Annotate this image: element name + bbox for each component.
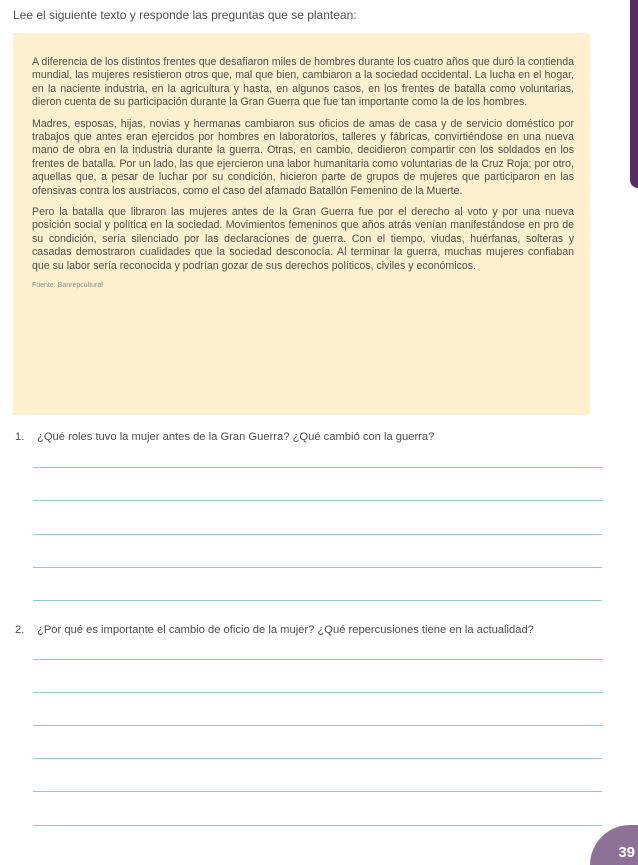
answer-line-1-4[interactable] [33,567,602,568]
page-number: 39 [618,844,635,861]
answer-line-2-3[interactable] [33,725,602,726]
answer-line-1-3[interactable] [33,534,602,535]
answer-line-1-1[interactable] [33,467,602,468]
answer-line-2-1[interactable] [33,659,602,660]
answer-line-1-2[interactable] [33,500,602,501]
answer-line-1-5[interactable] [33,600,602,601]
question-2-number: 2. [15,624,25,636]
answer-line-2-6[interactable] [33,825,602,826]
reading-passage [13,33,590,415]
reading-paragraph-1: A diferencia de los distintos frentes que desafiaron miles de hombres durante los cuatro años que duró la contienda mundial, las mujeres resistieron otros que, mal que bien, cambiaron a la sociedad occidental. La lucha en el hogar, en la naciente industria, en la agricultura y hasta, en algunos casos, en los frentes de batalla como voluntarias, dieron cuenta de su participación durante la Gran Guerra que fue tan importante como la de los hombres. [32,56,574,109]
reading-source: Fuente: Banrepcultural [32,282,103,290]
answer-line-2-4[interactable] [33,758,602,759]
chapter-side-tab [630,0,638,188]
reading-paragraph-2: Madres, esposas, hijas, novias y hermanas cambiaron sus oficios de amas de casa y de servicio doméstico por trabajos que antes eran ejercidos por hombres en laboratorios, talleres y fábricas, convirtiéndose en una nueva mano de obra en la industria durante la guerra. Otras, en cambio, decidieron compartir con los soldados en los frentes de batalla. Por un lado, las que ejercieron una labor humanitaria como voluntarias de la Cruz Roja; por otro, aquellas que, a pesar de luchar por su condición, hicieron parte de grupos de mujeres que participaron en las ofensivas contra los austriacos, como el caso del afamado Batallón Femenino de la Muerte. [32,117,574,197]
question-1 [15,430,434,444]
question-1-number: 1. [15,431,25,443]
question-1-text: ¿Qué roles tuvo la mujer antes de la Gran Guerra? ¿Qué cambió con la guerra? [37,431,435,443]
question-2-text: ¿Por qué es importante el cambio de oficio de la mujer? ¿Qué repercusiones tiene en la actualidad? [37,624,534,636]
answer-line-2-2[interactable] [33,692,602,693]
question-2 [15,623,534,637]
instruction-text: Lee el siguiente texto y responde las preguntas que se plantean: [13,8,357,22]
reading-paragraph-3: Pero la batalla que libraron las mujeres antes de la Gran Guerra fue por el derecho al voto y por una nueva posición social y política en la sociedad. Movimientos femeninos que años atrás venían manifestándose en pro de su condición, sería silenciado por las declaraciones de guerra. Con el tiempo, viudas, huérfanas, solteras y casadas demostraron cualidades que la sociedad desconocía. Al terminar la guerra, muchas mujeres confiaban que su labor sería reconocida y podrían gozar de sus derechos políticos, civiles y económicos. [32,206,574,272]
answer-line-2-5[interactable] [33,791,602,792]
